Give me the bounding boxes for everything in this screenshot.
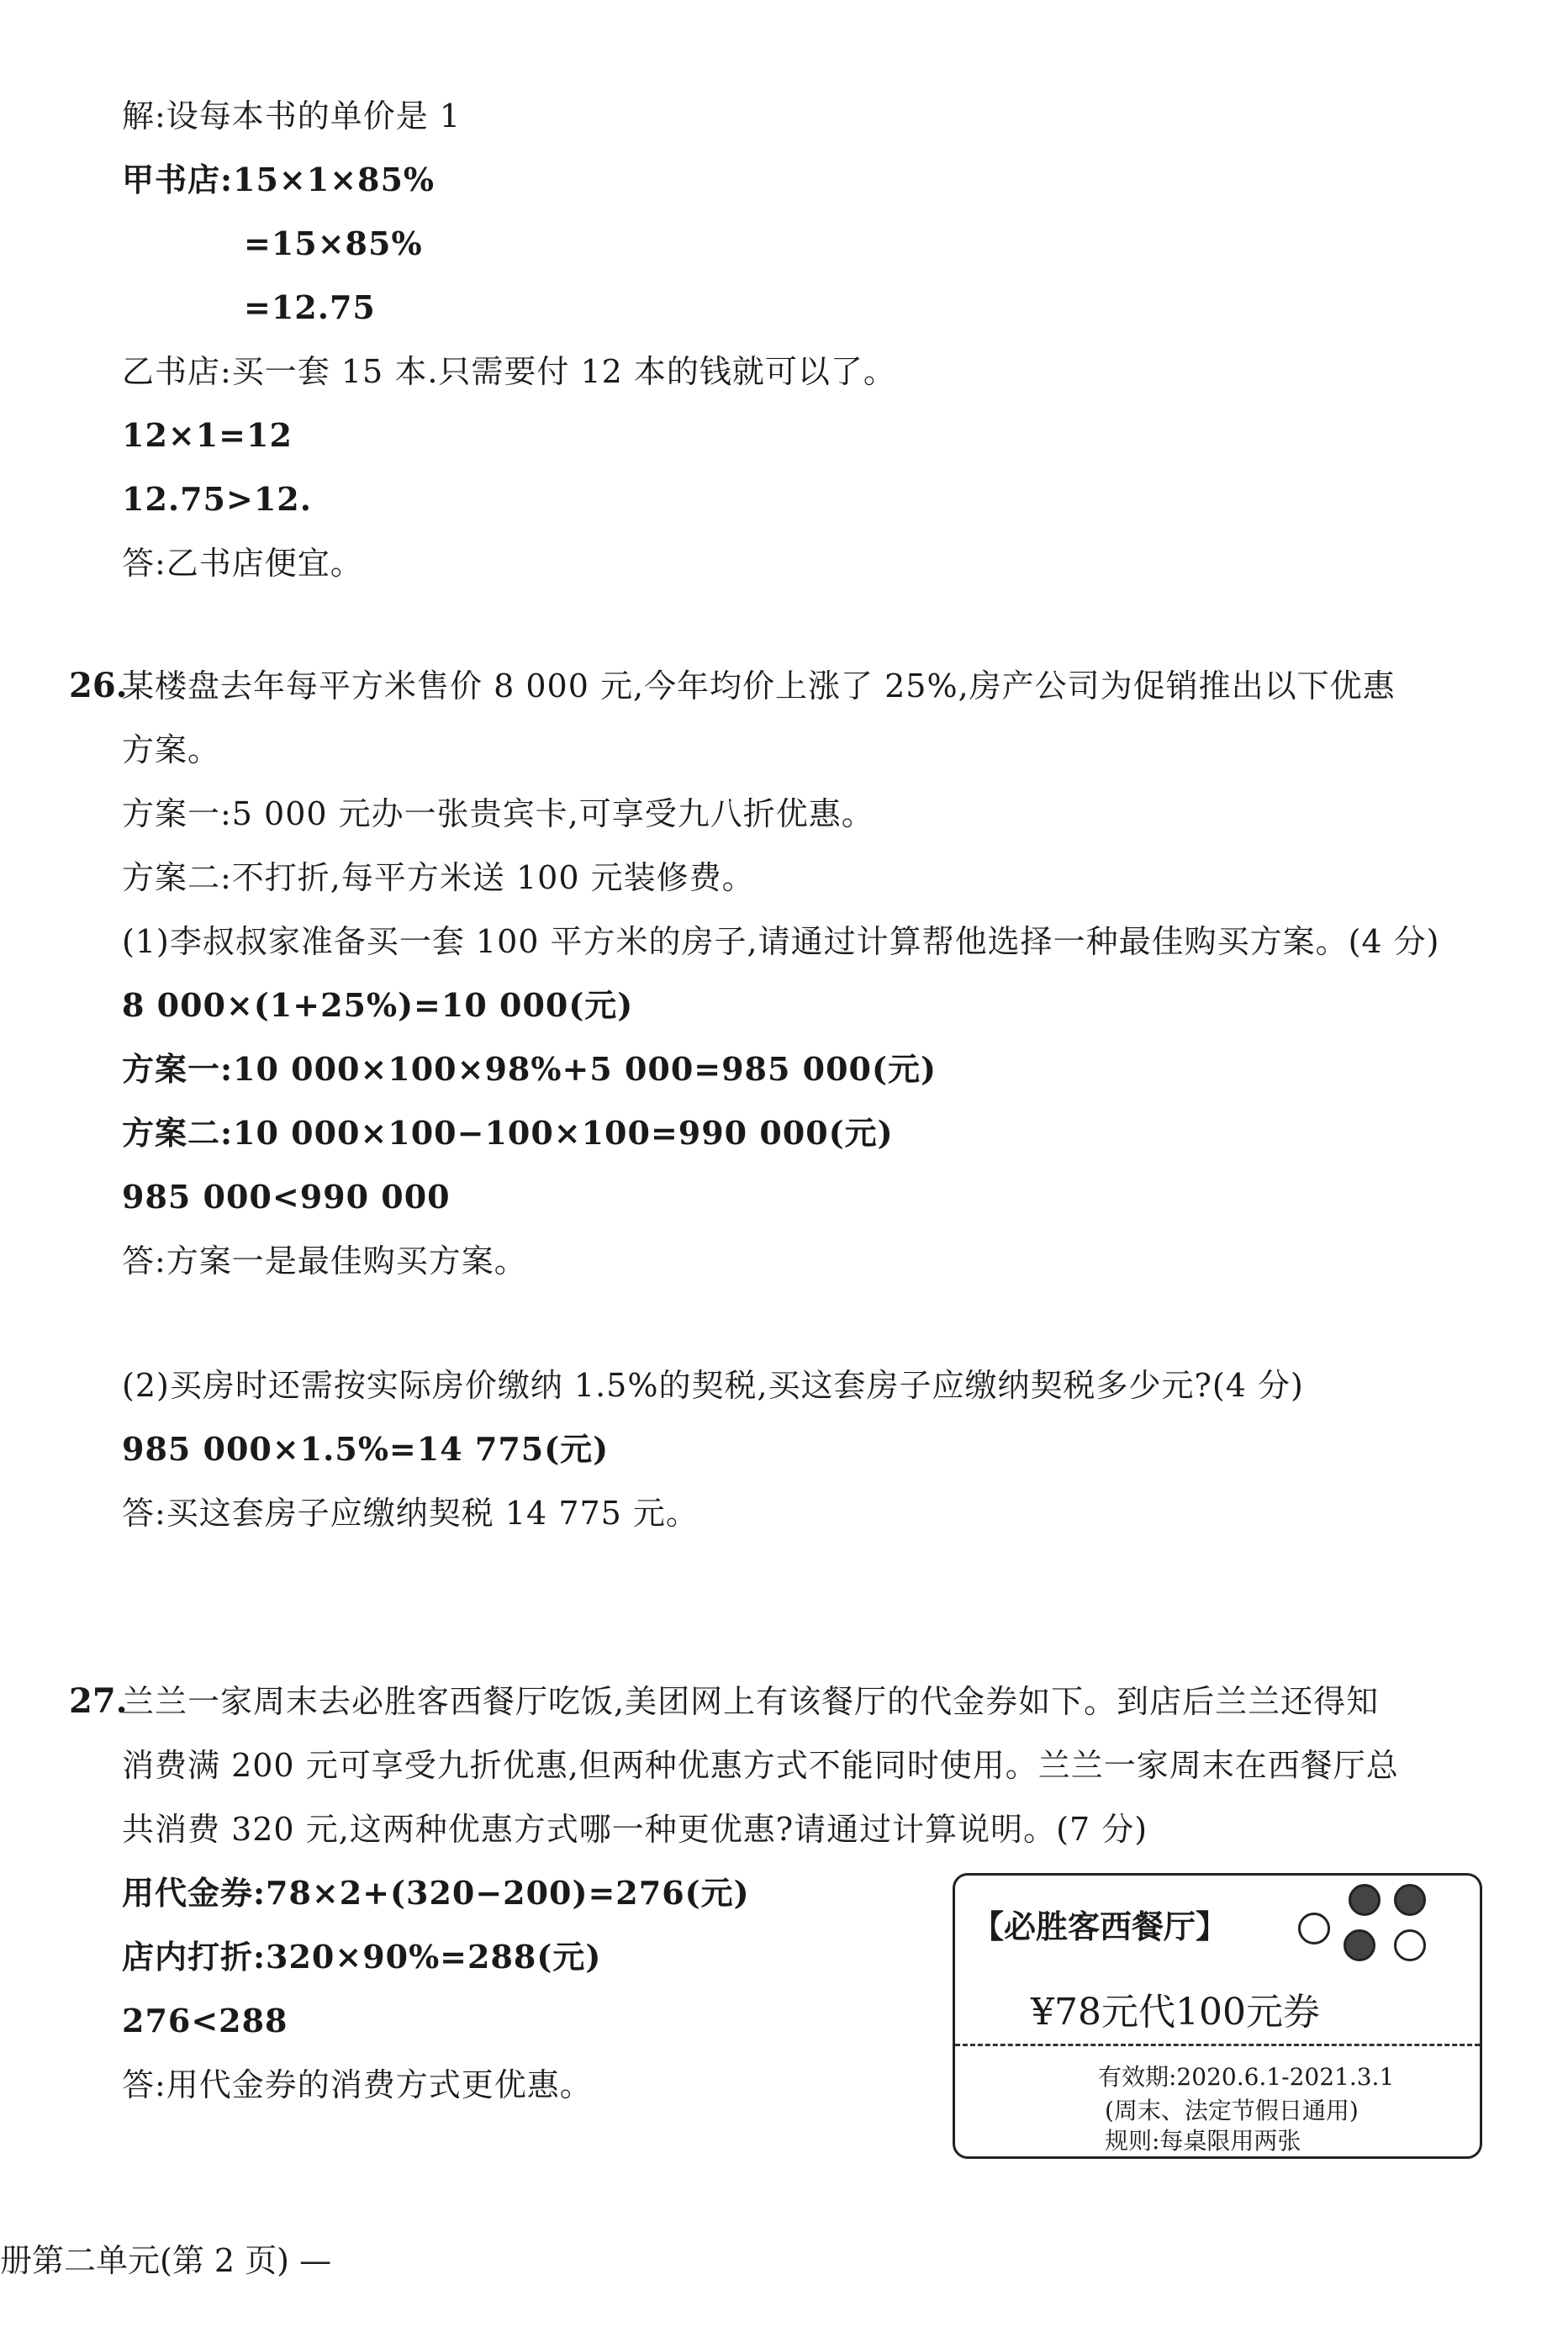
- q25-line-5: 乙书店:买一套 15 本.只需要付 12 本的钱就可以了。: [122, 353, 896, 390]
- coupon-title: 【必胜客西餐厅】: [972, 1908, 1228, 1945]
- q26-part2-calc: 985 000×1.5%=14 775(元): [122, 1430, 610, 1468]
- q27-stem-line-1: 兰兰一家周末去必胜客西餐厅吃饭,美团网上有该餐厅的代金券如下。到店后兰兰还得知: [122, 1683, 1380, 1720]
- circle-filled-icon: [1349, 1884, 1381, 1916]
- circle-filled-icon: [1344, 1929, 1375, 1961]
- q26-number: 26.: [69, 666, 128, 705]
- q26-plan-1: 方案一:5 000 元办一张贵宾卡,可享受九八折优惠。: [122, 795, 874, 832]
- q27-compare: 276<288: [122, 2002, 288, 2039]
- q25-line-7: 12.75>12.: [122, 480, 312, 518]
- coupon-divider: [955, 2044, 1480, 2046]
- q26-plan-2: 方案二:不打折,每平方米送 100 元装修费。: [122, 859, 755, 896]
- q26-stem-line-2: 方案。: [122, 731, 221, 768]
- q25-line-6: 12×1=12: [122, 416, 293, 454]
- circle-filled-icon: [1394, 1884, 1426, 1916]
- q25-line-3: =15×85%: [244, 224, 423, 262]
- q27-answer: 答:用代金券的消费方式更优惠。: [122, 2066, 593, 2103]
- q27-calc-2: 店内打折:320×90%=288(元): [122, 1938, 602, 1976]
- q26-stem-line-1: 某楼盘去年每平方米售价 8 000 元,今年均价上涨了 25%,房产公司为促销推出以下优惠: [122, 667, 1396, 704]
- q26-part1-calc-1: 8 000×(1+25%)=10 000(元): [122, 986, 634, 1024]
- q26-part1-answer: 答:方案一是最佳购买方案。: [122, 1243, 527, 1280]
- q26-part2-answer: 答:买这套房子应缴纳契税 14 775 元。: [122, 1495, 699, 1532]
- q27-number: 27.: [69, 1681, 128, 1721]
- q27-stem-line-2: 消费满 200 元可享受九折优惠,但两种优惠方式不能同时使用。兰兰一家周末在西餐厅总: [122, 1747, 1399, 1784]
- restaurant-coupon: [953, 1873, 1482, 2159]
- q26-part1-question: (1)李叔叔家准备买一套 100 平方米的房子,请通过计算帮他选择一种最佳购买方案。(4 分): [122, 923, 1440, 960]
- q26-part1-calc-2: 方案一:10 000×100×98%+5 000=985 000(元): [122, 1050, 937, 1088]
- circle-outline-icon: [1394, 1929, 1426, 1961]
- q26-part1-compare: 985 000<990 000: [122, 1178, 451, 1216]
- page-footer: 册第二单元(第 2 页) —: [0, 2242, 332, 2279]
- q27-calc-1: 用代金券:78×2+(320−200)=276(元): [122, 1874, 750, 1912]
- q26-part1-calc-3: 方案二:10 000×100−100×100=990 000(元): [122, 1114, 894, 1152]
- coupon-note: (周末、法定节假日通用): [1105, 2097, 1359, 2124]
- q25-line-1: 解:设每本书的单价是 1: [122, 98, 462, 135]
- coupon-rule: 规则:每桌限用两张: [1105, 2127, 1301, 2155]
- circle-outline-icon: [1298, 1913, 1330, 1944]
- q25-line-2: 甲书店:15×1×85%: [122, 161, 436, 198]
- q25-answer: 答:乙书店便宜。: [122, 545, 363, 582]
- q27-stem-line-3: 共消费 320 元,这两种优惠方式哪一种更优惠?请通过计算说明。(7 分): [122, 1811, 1148, 1848]
- q26-part2-question: (2)买房时还需按实际房价缴纳 1.5%的契税,买这套房子应缴纳契税多少元?(4 分): [122, 1367, 1304, 1404]
- q25-line-4: =12.75: [244, 288, 376, 326]
- coupon-validity: 有效期:2020.6.1-2021.3.1: [1098, 2063, 1395, 2091]
- coupon-value: ¥78元代100元券: [1031, 1991, 1320, 2034]
